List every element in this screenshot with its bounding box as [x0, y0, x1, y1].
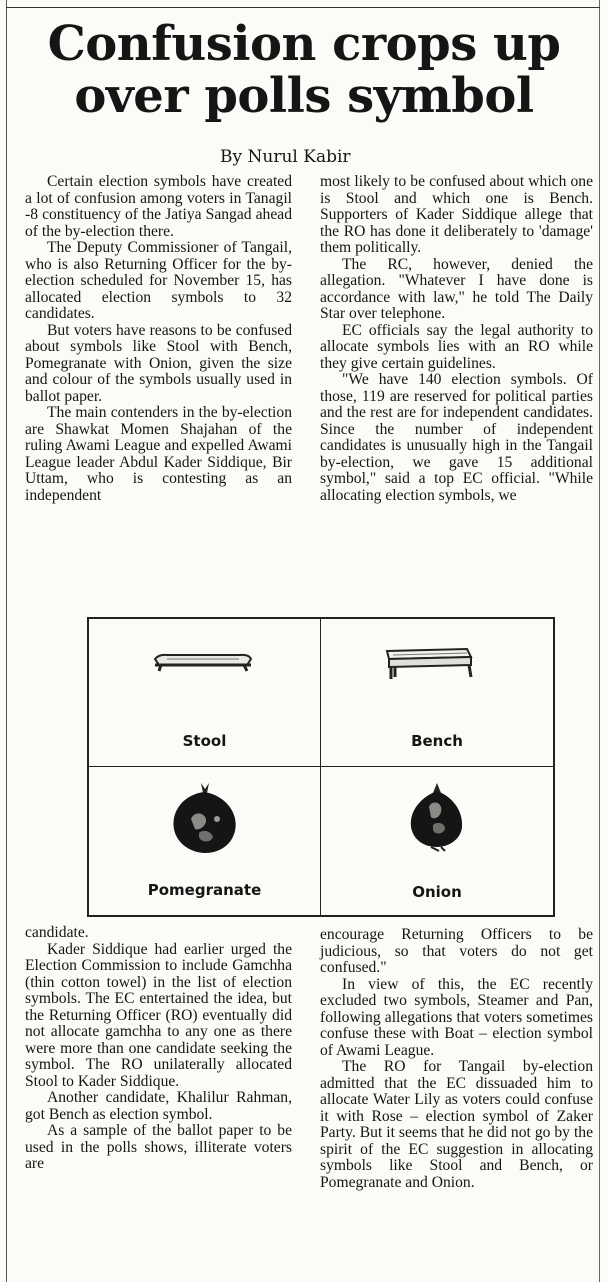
- symbol-cell-pomegranate: [89, 767, 321, 915]
- column-3: [25, 925, 292, 1173]
- column-1: [25, 174, 292, 504]
- paragraph: In view of this, the EC recently excluded two symbols, Steamer and Pan, following allegations that voters sometimes confuse these with Boat – election symbol of Awami League.: [320, 975, 593, 1059]
- paragraph: EC officials say the legal authority to allocate symbols lies with an RO while they give certain guidelines.: [320, 321, 593, 372]
- symbol-label: Pomegranate: [147, 881, 262, 899]
- paragraph: The main contenders in the by-election are Shawkat Momen Shajahan of the ruling Awami League and expelled Awami League leader Abdul Kader Siddique, Bir Uttam, who is contesting as an independent: [25, 404, 292, 504]
- symbol-label: Onion: [412, 883, 462, 901]
- symbol-cell-stool: [89, 619, 321, 767]
- page-left-edge: [6, 0, 7, 1282]
- paragraph: The RO for Tangail by-election admitted that the EC dissuaded him to allocate Water Lily as voters could confuse it with Rose – election symbol of Zaker Party. But it seems that he did not go by the spirit of the EC suggestion in allocating symbols like Stool and Bench, or Pomegranate and Onion.: [320, 1058, 593, 1191]
- symbol-label: Stool: [182, 732, 227, 750]
- paragraph: As a sample of the ballot paper to be used in the polls shows, illiterate voters are: [25, 1122, 292, 1172]
- headline: [14, 18, 594, 122]
- paragraph: Certain election symbols have created a lot of confusion among voters in Tanagil -8 constituency of the Jatiya Sangad ahead of the by-election there.: [25, 173, 292, 240]
- headline-line-2: over polls symbol: [74, 68, 534, 124]
- symbol-cell-onion: [321, 767, 553, 915]
- paragraph: candidate.: [25, 924, 89, 941]
- top-rule: [6, 7, 600, 8]
- column-4: [320, 927, 593, 1191]
- paragraph: encourage Returning Officers to be judicious, so that voters do not get confused.": [320, 926, 593, 976]
- byline: By Nurul Kabir: [220, 147, 351, 167]
- symbol-label: Bench: [411, 732, 463, 750]
- paragraph: But voters have reasons to be confused about symbols like Stool with Bench, Pomegranate with Onion, given the size and colour of the symbols usually used in ballot paper.: [25, 321, 292, 405]
- symbol-cell-bench: [321, 619, 553, 767]
- column-2: [320, 174, 593, 504]
- paragraph: "We have 140 election symbols. Of those, 119 are reserved for political parties and the rest are for independent candidates. Since the number of independent candidates is unusually high in the Tangail by-election, we gave 15 additional symbol," said a top EC official. "While allocating election symbols, we: [320, 371, 593, 504]
- page-right-edge: [599, 0, 600, 1282]
- headline-line-1: Confusion crops up: [47, 16, 561, 72]
- paragraph: Another candidate, Khalilur Rahman, got Bench as election symbol.: [25, 1089, 292, 1123]
- paragraph: The Deputy Commissioner of Tangail, who is also Returning Officer for the by-election scheduled for November 15, has allocated election symbols to 32 candidates.: [25, 239, 292, 322]
- election-symbols-figure: [87, 617, 555, 917]
- paragraph: The RC, however, denied the allegation. "Whatever I have done is accordance with law," he told The Daily Star over telephone.: [320, 255, 593, 322]
- paragraph: most likely to be confused about which one is Stool and which one is Bench. Supporters of Kader Siddique allege that the RO has done it deliberately to 'damage' them politically.: [320, 173, 593, 256]
- paragraph: Kader Siddique had earlier urged the Election Commission to include Gamchha (thin cotton towel) in the list of election symbols. The EC entertained the idea, but the Returning Officer (RO) eventually did not allocate gamchha to any one as there were more than one candidate seeking the symbol. The RO unilaterally allocated Stool to Kader Siddique.: [25, 940, 292, 1090]
